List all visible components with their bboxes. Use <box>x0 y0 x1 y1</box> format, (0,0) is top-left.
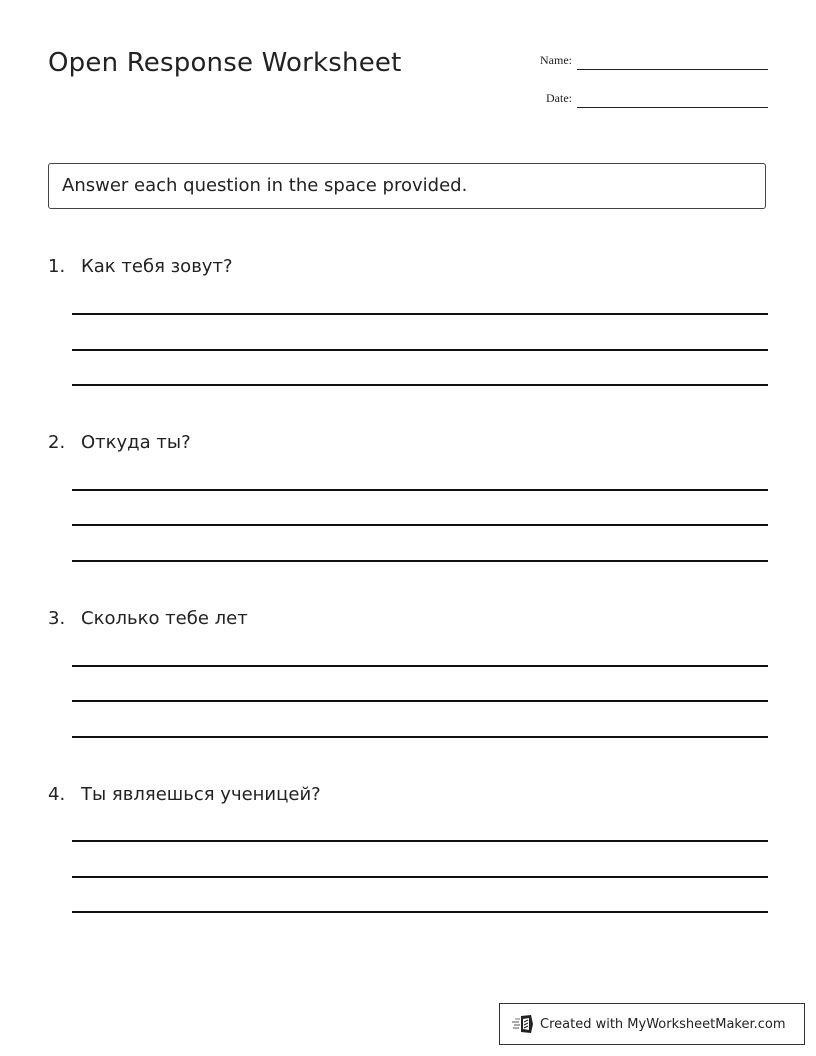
answer-line[interactable] <box>72 489 768 491</box>
question-number: 1. <box>48 256 66 277</box>
answer-line[interactable] <box>72 349 768 351</box>
answer-line[interactable] <box>72 700 768 702</box>
name-input-line[interactable] <box>577 69 768 70</box>
answer-line[interactable] <box>72 665 768 667</box>
answer-line[interactable] <box>72 560 768 562</box>
question-number: 4. <box>48 784 66 805</box>
name-label: Name: <box>540 53 572 67</box>
question-3 <box>48 608 248 629</box>
question-number: 3. <box>48 608 66 629</box>
question-text: Сколько тебе лет <box>81 608 248 629</box>
question-2 <box>48 432 191 453</box>
answer-line[interactable] <box>72 876 768 878</box>
answer-line[interactable] <box>72 911 768 913</box>
question-number: 2. <box>48 432 66 453</box>
date-field[interactable] <box>520 88 768 108</box>
footer-text: Created with MyWorksheetMaker.com <box>540 1016 786 1032</box>
question-text: Как тебя зовут? <box>81 256 233 277</box>
question-text: Откуда ты? <box>81 432 191 453</box>
worksheet-logo-icon <box>512 1014 534 1034</box>
date-label: Date: <box>546 91 572 105</box>
question-4 <box>48 784 321 805</box>
instructions-box: Answer each question in the space provided. <box>48 163 766 209</box>
name-field[interactable] <box>520 50 768 70</box>
answer-line[interactable] <box>72 736 768 738</box>
answer-line[interactable] <box>72 840 768 842</box>
worksheet-title: Open Response Worksheet <box>48 48 402 78</box>
answer-line[interactable] <box>72 384 768 386</box>
question-text: Ты являешься ученицей? <box>81 784 321 805</box>
date-input-line[interactable] <box>577 107 768 108</box>
question-1 <box>48 256 233 277</box>
answer-line[interactable] <box>72 524 768 526</box>
answer-line[interactable] <box>72 313 768 315</box>
footer-badge[interactable] <box>499 1003 805 1045</box>
